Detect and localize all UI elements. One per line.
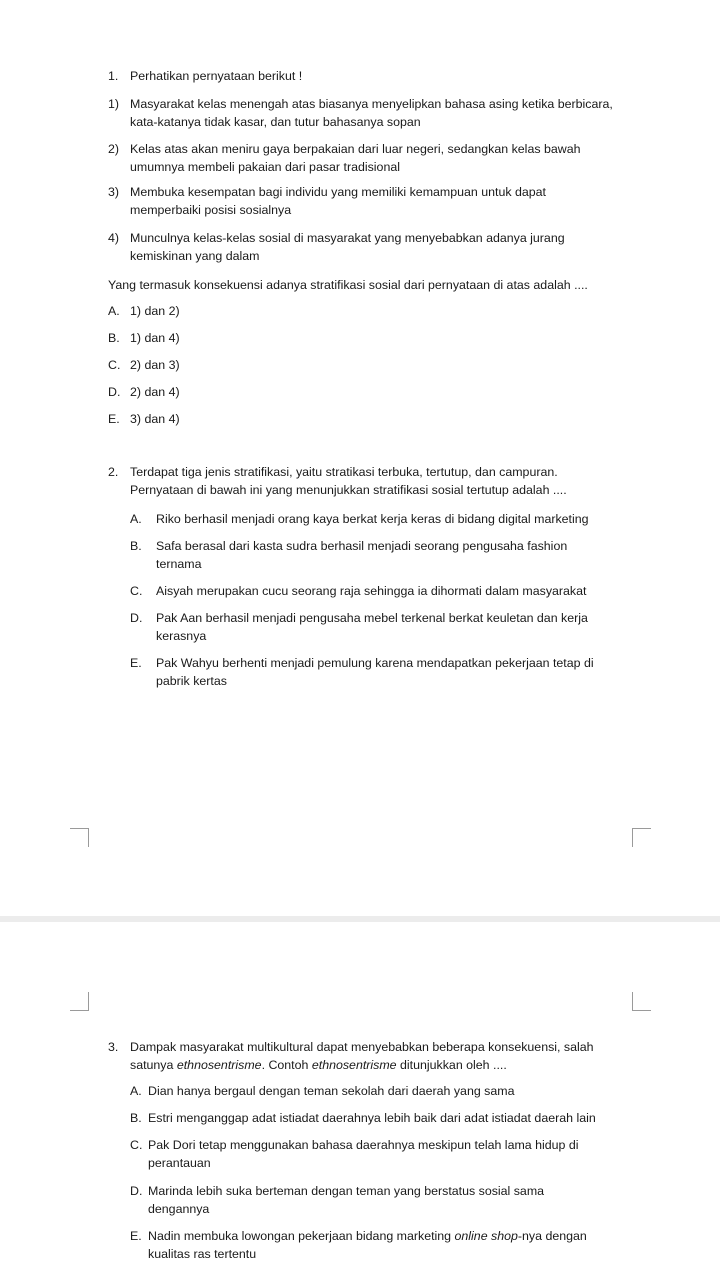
crop-mark-top-left [70, 828, 89, 847]
q3-option-a: A. Dian hanya bergaul dengan teman sekolah dari daerah yang sama [130, 1084, 515, 1098]
q3-number: 3. [108, 1040, 119, 1054]
q2-line-2: Pernyataan di bawah ini yang menunjukkan stratifikasi sosial tertutup adalah .... [130, 483, 567, 497]
q1-number: 1. [108, 69, 119, 83]
q1-statement-2: 2) Kelas atas akan meniru gaya berpakaian dari luar negeri, sedangkan kelas bawah umumnya membeli pakaian dari pasar tradisional [108, 142, 581, 174]
q1-option-a: A. 1) dan 2) [108, 304, 180, 318]
q1-question: Yang termasuk konsekuensi adanya stratifikasi sosial dari pernyataan di atas adalah .... [108, 278, 588, 292]
q3-option-c: C. Pak Dori tetap menggunakan bahasa daerahnya meskipun telah lama hidup di perantauan [130, 1138, 579, 1170]
q2-option-a: A. Riko berhasil menjadi orang kaya berkat kerja keras di bidang digital marketing [130, 512, 589, 526]
q3-option-b: B. Estri menganggap adat istiadat daerahnya lebih baik dari adat istiadat daerah lain [130, 1111, 596, 1125]
q3-line-2: satunya ethnosentrisme. Contoh ethnosentrisme ditunjukkan oleh .... [130, 1058, 507, 1072]
q1-intro-text: Perhatikan pernyataan berikut ! [130, 69, 303, 83]
q1-statement-1: 1) Masyarakat kelas menengah atas biasanya menyelipkan bahasa asing ketika berbicara, kata-katanya tidak kasar, dan tutur bahasanya sopan [108, 97, 613, 129]
q1-option-e: E. 3) dan 4) [108, 412, 180, 426]
crop-mark-bottom-right [632, 992, 651, 1011]
q1-statement-4: 4) Munculnya kelas-kelas sosial di masyarakat yang menyebabkan adanya jurang kemiskinan yang dalam [108, 231, 565, 263]
q2-option-e: E. Pak Wahyu berhenti menjadi pemulung karena mendapatkan pekerjaan tetap di pabrik kertas [130, 656, 594, 688]
q1-option-c: C. 2) dan 3) [108, 358, 180, 372]
q2-line-1: Terdapat tiga jenis stratifikasi, yaitu stratikasi terbuka, tertutup, dan campuran. [130, 465, 558, 479]
q2-number: 2. [108, 465, 119, 479]
q3-option-d: D. Marinda lebih suka berteman dengan teman yang berstatus sosial sama dengannya [130, 1184, 545, 1216]
q2-option-b: B. Safa berasal dari kasta sudra berhasil menjadi seorang pengusaha fashion ternama [130, 539, 568, 571]
q1-intro [108, 67, 628, 85]
q1-statement-3: 3) Membuka kesempatan bagi individu yang memiliki kemampuan untuk dapat memperbaiki posisi sosialnya [108, 185, 546, 217]
crop-mark-top-right [632, 828, 651, 847]
q2-option-d: D. Pak Aan berhasil menjadi pengusaha mebel terkenal berkat keuletan dan kerja kerasnya [130, 611, 588, 643]
q2-option-c: C. Aisyah merupakan cucu seorang raja sehingga ia dihormati dalam masyarakat [130, 584, 587, 598]
document-page-2 [0, 922, 720, 1284]
q1-option-b: B. 1) dan 4) [108, 331, 180, 345]
crop-mark-bottom-left [70, 992, 89, 1011]
q2-stem [108, 463, 628, 499]
q3-line-1: Dampak masyarakat multikultural dapat menyebabkan beberapa konsekuensi, salah [130, 1040, 594, 1054]
q1-option-d: D. 2) dan 4) [108, 385, 180, 399]
q3-stem [108, 1038, 638, 1074]
q3-option-e: E. Nadin membuka lowongan pekerjaan bidang marketing online shop-nya dengan kualitas ras tertentu [130, 1229, 587, 1261]
